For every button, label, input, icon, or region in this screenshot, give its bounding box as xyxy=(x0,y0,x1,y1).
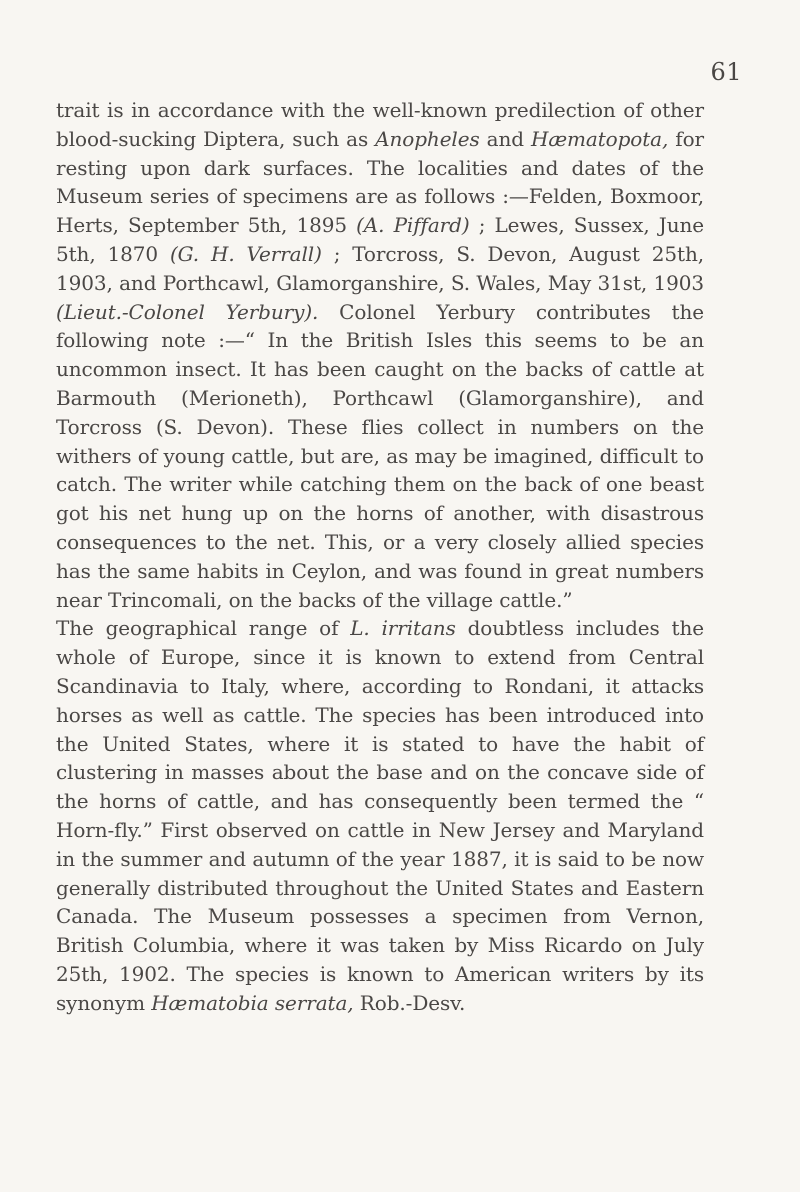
collector-name: (G. H. Verrall) xyxy=(169,241,322,266)
text-segment: The geographical range of xyxy=(56,616,351,641)
species-name: Hæmatobia serrata, xyxy=(151,990,354,1015)
text-segment: Rob.-Desv. xyxy=(353,990,466,1015)
collector-name: (Lieut.-Colonel Yerbury). xyxy=(56,299,319,324)
text-segment: doubtless includes the whole of Europe, since it is known to extend from Central Scandinavia to Italy, where, according to Rondani, it attacks horses as well as cattle. The species has been introduced into the United States, where it is stated to have the habit of clustering in masses about the base and on the concave side of the horns of cattle, and has consequently been termed the “ Horn-fly.” First observed on cattle in New Jersey and Maryland in the summer and autumn of the year 1887, it is said to be now generally distributed throughout the United States and Eastern Canada. The Museum possesses a specimen from Vernon, British Columbia, where it was taken by Miss Ricardo on July 25th, 1902. The species is known to American writers by its synonym xyxy=(56,616,704,1015)
paragraph-1 xyxy=(56,96,704,614)
text-segment: and xyxy=(479,126,531,151)
text-segment: ; Torcross, S. Devon, August 25th, 1903, and Porthcawl, Glamorganshire, S. Wales, May 31st, 1903 xyxy=(56,241,704,295)
text-segment: for resting upon dark surfaces. The localities and dates of the Museum series of specimens are as follows :—Felden, Boxmoor, Herts, September 5th, 1895 xyxy=(56,126,704,238)
paragraph-2 xyxy=(56,614,704,1017)
species-name: L. irritans xyxy=(350,616,456,641)
page-number: 61 xyxy=(710,58,742,86)
genus-name: Hæmatopota, xyxy=(530,126,669,151)
genus-name: Anopheles xyxy=(375,126,480,151)
text-segment: trait is in accordance with the well-known predilection of other blood-sucking Diptera, such as xyxy=(56,98,704,151)
text-segment: ; Lewes, Sussex, June 5th, 1870 xyxy=(56,213,704,266)
body-text xyxy=(56,96,704,1018)
collector-name: (A. Piffard) xyxy=(356,213,470,238)
text-segment: Colonel Yerbury contributes the following note :—“ In the British Isles this seems to be an uncommon insect. It has been caught on the backs of cattle at Barmouth (Merioneth), Porthcawl (Glamorganshire), and Torcross (S. Devon). These flies collect in numbers on the withers of young cattle, but are, as may be imagined, difficult to catch. The writer while catching them on the back of one beast got his net hung up on the horns of another, with disastrous consequences to the net. This, or a very closely allied species has the same habits in Ceylon, and was found in great numbers near Trincomali, on the backs of the village cattle.” xyxy=(56,299,704,612)
